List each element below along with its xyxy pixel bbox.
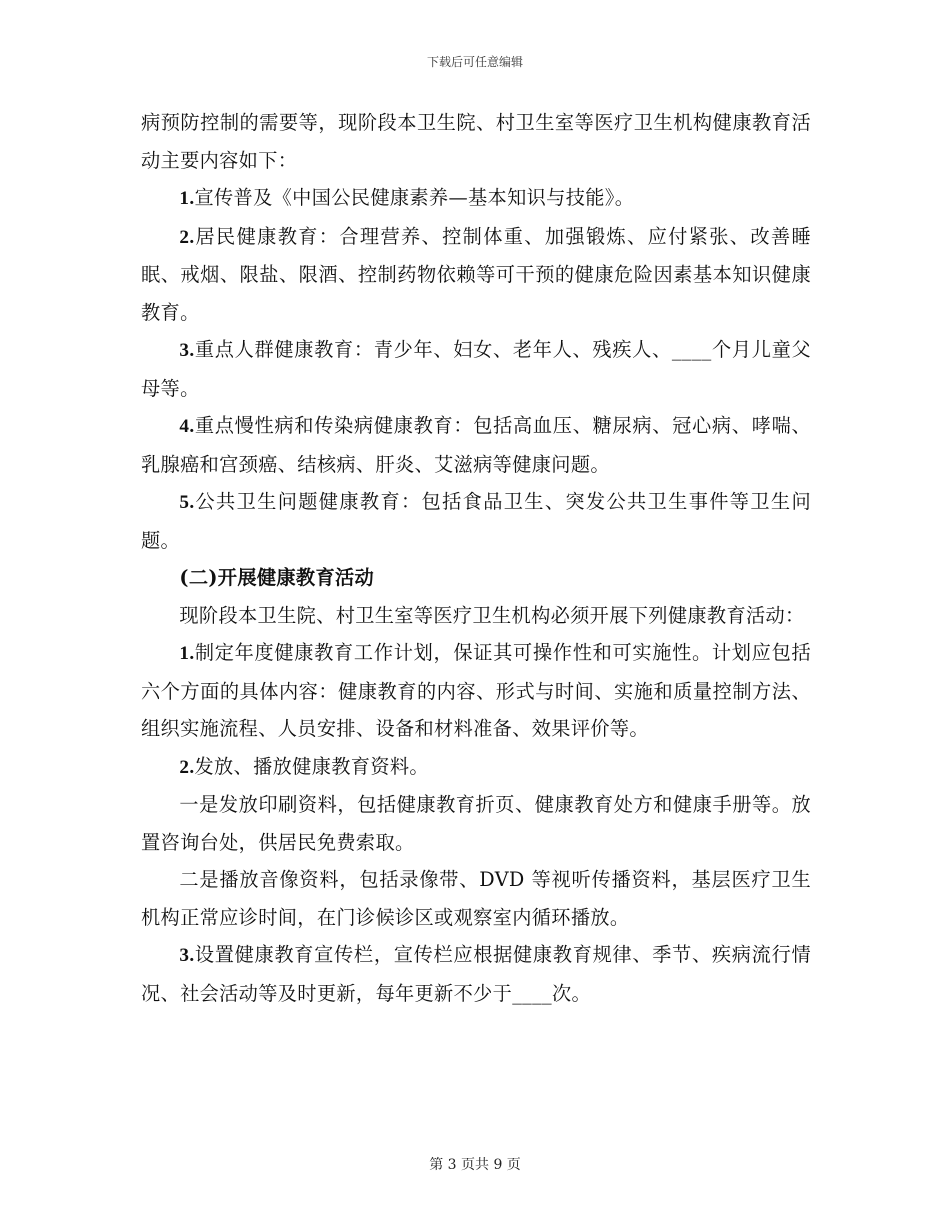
- paragraph-text: 现阶段本卫生院、村卫生室等医疗卫生机构必须开展下列健康教育活动：: [179, 603, 805, 627]
- paragraph-continuation: [141, 104, 811, 179]
- paragraph-text: 公共卫生问题健康教育：包括食品卫生、突发公共卫生事件等卫生问题。: [141, 490, 811, 552]
- paragraph-item: [141, 936, 811, 1012]
- paragraph-text: 重点慢性病和传染病健康教育：包括高血压、糖尿病、冠心病、哮喘、乳腺癌和宫颈癌、结核病、肝炎、艾滋病等健康问题。: [141, 414, 811, 476]
- paragraph-text: 一是发放印刷资料，包括健康教育折页、健康教育处方和健康手册等。放置咨询台处，供居民免费索取。: [141, 793, 811, 854]
- paragraph: [141, 597, 811, 635]
- paragraph-item: [141, 634, 811, 748]
- paragraph-text: 制定年度健康教育工作计划，保证其可操作性和可实施性。计划应包括六个方面的具体内容：健康教育的内容、形式与时间、实施和质量控制方法、组织实施流程、人员安排、设备和材料准备、效果评价等。: [141, 641, 811, 740]
- paragraph: [141, 861, 811, 936]
- section-heading: [141, 559, 811, 597]
- paragraph-text: 发放、播放健康教育资料。: [194, 754, 429, 778]
- paragraph-item: [141, 331, 811, 407]
- paragraph-item: [141, 218, 811, 332]
- item-number: 5.: [179, 492, 195, 513]
- section-heading-text: (二)开展健康教育活动: [179, 566, 375, 589]
- item-number: 4.: [179, 416, 195, 437]
- paragraph-item: [141, 179, 811, 218]
- paragraph-text: 宣传普及《中国公民健康素养—基本知识与技能》。: [194, 186, 635, 209]
- item-number: 3.: [179, 340, 195, 361]
- item-number: 2.: [179, 756, 195, 778]
- paragraph-text: 病预防控制的需要等，现阶段本卫生院、村卫生室等医疗卫生机构健康教育活动主要内容如下：: [141, 111, 811, 172]
- paragraph: [141, 786, 811, 861]
- page-header: 下载后可任意编辑: [426, 55, 523, 69]
- document-body: [141, 104, 811, 1012]
- page-footer: 第 3 页共 9 页: [429, 1157, 521, 1173]
- item-number: 2.: [179, 226, 195, 248]
- item-number: 1.: [179, 188, 195, 209]
- paragraph-item: [141, 407, 811, 483]
- item-number: 1.: [179, 643, 195, 664]
- paragraph-text: 设置健康教育宣传栏，宣传栏应根据健康教育规律、季节、疾病流行情况、社会活动等及时更新，每年更新不少于____次。: [141, 943, 811, 1005]
- paragraph-text: 居民健康教育：合理营养、控制体重、加强锻炼、应付紧张、改善睡眠、戒烟、限盐、限酒、控制药物依赖等可干预的健康危险因素基本知识健康教育。: [141, 224, 811, 324]
- paragraph-item: [141, 748, 811, 787]
- item-number: 3.: [179, 945, 195, 966]
- paragraph-text: 二是播放音像资料，包括录像带、DVD 等视听传播资料，基层医疗卫生机构正常应诊时间，在门诊候诊区或观察室内循环播放。: [141, 868, 811, 929]
- paragraph-text: 重点人群健康教育：青少年、妇女、老年人、残疾人、____个月儿童父母等。: [141, 338, 811, 400]
- paragraph-item: [141, 483, 811, 559]
